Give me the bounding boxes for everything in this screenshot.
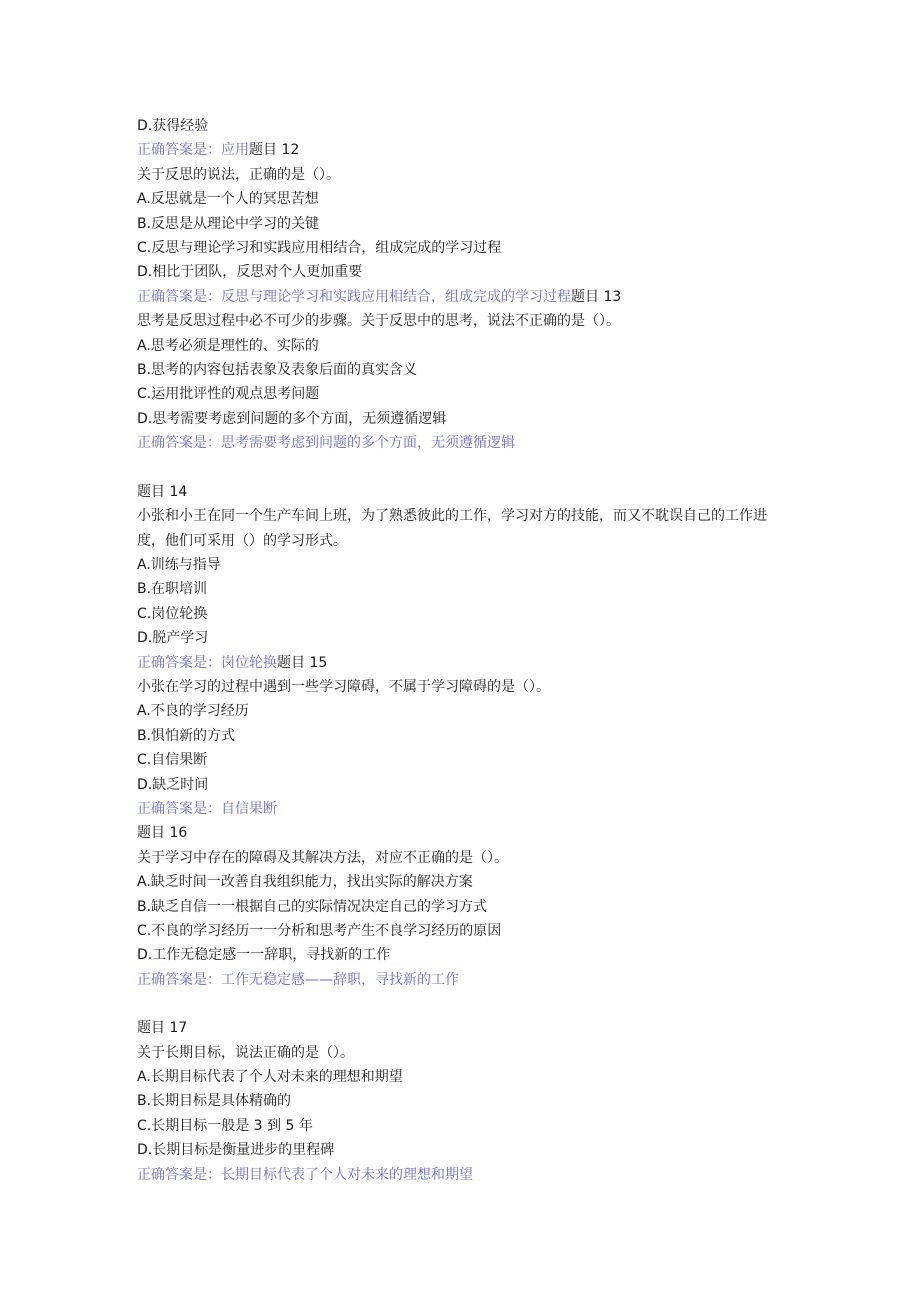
option-a-q12: A.反思就是一个人的冥思苦想 — [137, 191, 319, 208]
question-title-13: 题目 13 — [571, 288, 622, 305]
question-text-13: 思考是反思过程中必不可少的步骤。关于反思中的思考，说法不正确的是（）。 — [137, 313, 620, 330]
question-title-16: 题目 16 — [137, 825, 188, 842]
option-d-q17: D.长期目标是衡量进步的里程碑 — [137, 1142, 335, 1159]
option-b-q14: B.在职培训 — [137, 581, 208, 598]
option-c-q16: C.不良的学习经历一一分析和思考产生不良学习经历的原因 — [137, 923, 502, 939]
answer-line-q11 — [137, 138, 797, 162]
option-a-q16: A.缺乏时间一改善自我组织能力，找出实际的解决方案 — [137, 874, 473, 891]
question-title-15: 题目 15 — [277, 654, 328, 671]
correct-answer-q15: 正确答案是：自信果断 — [137, 800, 277, 817]
option-b-q12: B.反思是从理论中学习的关键 — [137, 215, 320, 232]
correct-answer-q16: 正确答案是：工作无稳定感——辞职，寻找新的工作 — [137, 971, 459, 988]
correct-answer-q12: 正确答案是：反思与理论学习和实践应用相结合，组成完成的学习过程 — [137, 288, 571, 305]
question-text-15: 小张在学习的过程中遇到一些学习障碍，不属于学习障碍的是（）。 — [137, 678, 550, 695]
question-title-14: 题目 14 — [137, 483, 188, 500]
correct-answer-q13: 正确答案是：思考需要考虑到问题的多个方面，无须遵循逻辑 — [137, 435, 515, 452]
correct-answer-q11: 正确答案是：应用 — [137, 142, 249, 159]
spacer — [137, 456, 797, 480]
answer-line-q12 — [137, 285, 797, 309]
document-page — [137, 114, 797, 1187]
question-text-16: 关于学习中存在的障碍及其解决方法，对应不正确的是（）。 — [137, 849, 508, 866]
option-c-q13: C.运用批评性的观点思考问题 — [137, 386, 320, 403]
correct-answer-q17: 正确答案是：长期目标代表了个人对未来的理想和期望 — [137, 1166, 473, 1183]
option-b-q17: B.长期目标是具体精确的 — [137, 1093, 292, 1110]
option-c-q17: C.长期目标一般是 3 到 5 年 — [137, 1117, 313, 1134]
option-d-q14: D.脱产学习 — [137, 630, 209, 647]
option-a-q15: A.不良的学习经历 — [137, 703, 249, 720]
option-a-q13: A.思考必须是理性的、实际的 — [137, 337, 319, 354]
question-text-14: 小张和小王在同一个生产车间上班，为了熟悉彼此的工作，学习对方的技能，而又不耽误自己的工作进度，他们可采用（）的学习形式。 — [137, 508, 767, 549]
option-c-q15: C.自信果断 — [137, 752, 208, 769]
spacer — [137, 992, 797, 1016]
question-text-12: 关于反思的说法，正确的是（）。 — [137, 166, 340, 183]
option-d-q11: D.获得经验 — [137, 118, 209, 134]
question-title-12: 题目 12 — [249, 142, 300, 159]
option-a-q14: A.训练与指导 — [137, 556, 221, 573]
question-text-17: 关于长期目标，说法正确的是（）。 — [137, 1044, 354, 1061]
question-title-17: 题目 17 — [137, 1020, 188, 1037]
option-c-q12: C.反思与理论学习和实践应用相结合，组成完成的学习过程 — [137, 240, 502, 257]
correct-answer-q14: 正确答案是：岗位轮换 — [137, 654, 277, 671]
option-b-q13: B.思考的内容包括表象及表象后面的真实含义 — [137, 362, 418, 379]
option-d-q15: D.缺乏时间 — [137, 776, 209, 793]
option-c-q14: C.岗位轮换 — [137, 605, 208, 622]
option-a-q17: A.长期目标代表了个人对未来的理想和期望 — [137, 1069, 403, 1086]
option-b-q15: B.惧怕新的方式 — [137, 727, 236, 744]
option-b-q16: B.缺乏自信一一根据自己的实际情况决定自己的学习方式 — [137, 898, 488, 915]
option-d-q12: D.相比于团队，反思对个人更加重要 — [137, 264, 363, 281]
answer-line-q14 — [137, 651, 797, 675]
option-d-q16: D.工作无稳定感一一辞职，寻找新的工作 — [137, 947, 391, 964]
option-d-q13: D.思考需要考虑到问题的多个方面，无须遵循逻辑 — [137, 410, 447, 427]
